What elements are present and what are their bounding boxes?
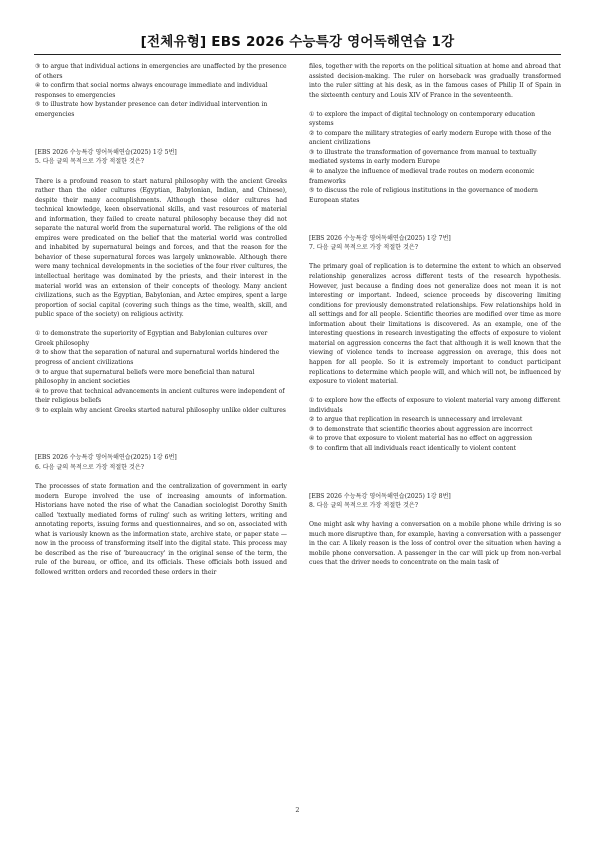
q6-option-5: ⑤ to discuss the role of religious institutions in the governance of modern European states [309, 187, 538, 204]
q7-option-3: ③ to demonstrate that scientific theories about aggression are incorrect [309, 425, 533, 433]
q5-passage: There is a profound reason to start natural philosophy with the ancient Greeks rather than the older cultures (Egyptian, Babylonian, Indian, and Chinese), despite their many accomplishments. Although these older cultures had technical knowledge, keen observational skills, and vast resources of material and information, they failed to create natural philosophy because they did not separate the natural world from the supernatural world. The religions of the old empires were predicated on the belief that the material world was controlled and inhabited by supernatural beings and forces, and that the reason for the behavior of these supernatural forces was largely unknowable. Although there were many technical developments in the societies of the four river cultures, the intellectual heritage was dominated by the priests, and their interest in the material world was an extension of their concepts of theology. Many ancient civilizations, such as the Egyptian, Babylonian, and Aztec empires, spent a large proportion of social capital (covering such things as the time, wealth, skill, and public space of the society) on religious activity. [35, 177, 287, 319]
q6-source: [EBS 2026 수능특강 영어독해연습(2025) 1강 6번] [35, 454, 177, 462]
q6-passage: The processes of state formation and the centralization of government in early modern Europe involved the use of increasing amounts of information. Historians have noted the rise of what the Canadian sociologist Dorothy Smith called 'textually mediated forms of ruling' such as writing letters, writing and annotating reports, issuing forms and questionnaires, and so on, associated with what is variously known as the information state, archive state, or paper state — now in the process of transforming itself into the digital state. This process may be described as the rise of 'bureaucracy' in the original sense of the term, the rule of the bureau, or office, and its officials. These officials both issued and followed written orders and recorded these orders in their [35, 483, 287, 576]
q6-passage-continued: files, together with the reports on the political situation at home and abroad that assisted decision-making. The ruler on horseback was gradually transformed into the ruler sitting at his desk, as in the famous cases of Philip II of Spain in the sixteenth century and Louis XIV of France in the seventeenth. [309, 63, 561, 99]
q7-option-2: ② to argue that replication in research is unnecessary and irrelevant [309, 416, 523, 424]
q7-option-4: ④ to prove that exposure to violent material has no effect on aggression [309, 435, 533, 443]
q5-option-4: ④ to prove that technical advancements in ancient cultures were independent of their religious beliefs [35, 387, 285, 405]
q5-source: [EBS 2026 수능특강 영어독해연습(2025) 1강 5번] [35, 148, 177, 156]
q6-option-3: ③ to illustrate the transformation of governance from manual to textually mediated systems in early modern Europe [309, 148, 537, 166]
q6-question: 6. 다음 글의 목적으로 가장 적절한 것은? [35, 463, 145, 471]
prev-option-5: ⑤ to illustrate how bystander presence can deter individual intervention in emergencies [35, 101, 268, 118]
q5-option-1: ① to demonstrate the superiority of Egyptian and Babylonian cultures over Greek philosophy [35, 330, 268, 347]
page-title: [전체유형] EBS 2026 수능특강 영어독해연습 1강 [140, 34, 455, 50]
q6-option-4: ④ to analyze the influence of medieval trade routes on modern economic frameworks [309, 168, 535, 185]
q8-question: 8. 다음 글의 목적으로 가장 적절한 것은? [309, 502, 419, 510]
q8-passage: One might ask why having a conversation on a mobile phone while driving is so much more disruptive than, for example, having a conversation with a passenger in the car. A likely reason is the loss of control over the situation when having a mobile phone conversation. A passenger in the car will pick up from non-verbal cues that the driver needs to concentrate on the main task of [309, 521, 561, 567]
q5-option-5: ⑤ to explain why ancient Greeks started natural philosophy unlike older cultures [35, 406, 286, 414]
q5-question: 5. 다음 글의 목적으로 가장 적절한 것은? [35, 158, 145, 166]
left-column [35, 62, 287, 578]
prev-option-4: ④ to confirm that social norms always encourage immediate and individual responses to emergencies [35, 82, 268, 99]
q7-option-1: ① to explore how the effects of exposure to violent material vary among different individuals [309, 397, 561, 414]
page-number: 2 [295, 806, 300, 814]
q6-option-2: ② to compare the military strategies of early modern Europe with those of the ancient civilizations [309, 129, 552, 147]
right-column [309, 62, 561, 568]
title-divider [34, 54, 561, 55]
q7-option-5: ⑤ to confirm that all individuals react identically to violent content [309, 444, 517, 452]
q6-option-1: ① to explore the impact of digital technology on contemporary education systems [309, 110, 536, 128]
prev-option-3: ③ to argue that individual actions in emergencies are unaffected by the presence of others [35, 63, 287, 80]
q7-question: 7. 다음 글의 목적으로 가장 적절한 것은? [309, 244, 419, 252]
q8-source: [EBS 2026 수능특강 영어독해연습(2025) 1강 8번] [309, 492, 451, 500]
q7-source: [EBS 2026 수능특강 영어독해연습(2025) 1강 7번] [309, 234, 451, 242]
q5-option-2: ② to show that the separation of natural and supernatural worlds hindered the progress of ancient civilizations [35, 349, 280, 366]
q5-option-3: ③ to argue that supernatural beliefs were more beneficial than natural philosophy in ancient societies [35, 368, 255, 386]
q7-passage: The primary goal of replication is to determine the extent to which an observed relationship generalizes across different tests of the research hypothesis. However, just because a finding does not generalize does not mean it is not interesting or important. Indeed, science proceeds by discovering limiting conditions for previously demonstrated relationships. Few relationships hold in all settings and for all people. Scientific theories are modified over time as more information about their limitations is discovered. As an example, one of the interesting questions in research investigating the effects of exposure to violent material on aggression concerns the fact that although it is well known that the viewing of violence tends to increase aggression on average, this does not happen for all people. So it is extremely important to conduct participant replications to determine which people will, and which will not, be influenced by exposure to violent material. [309, 263, 561, 386]
